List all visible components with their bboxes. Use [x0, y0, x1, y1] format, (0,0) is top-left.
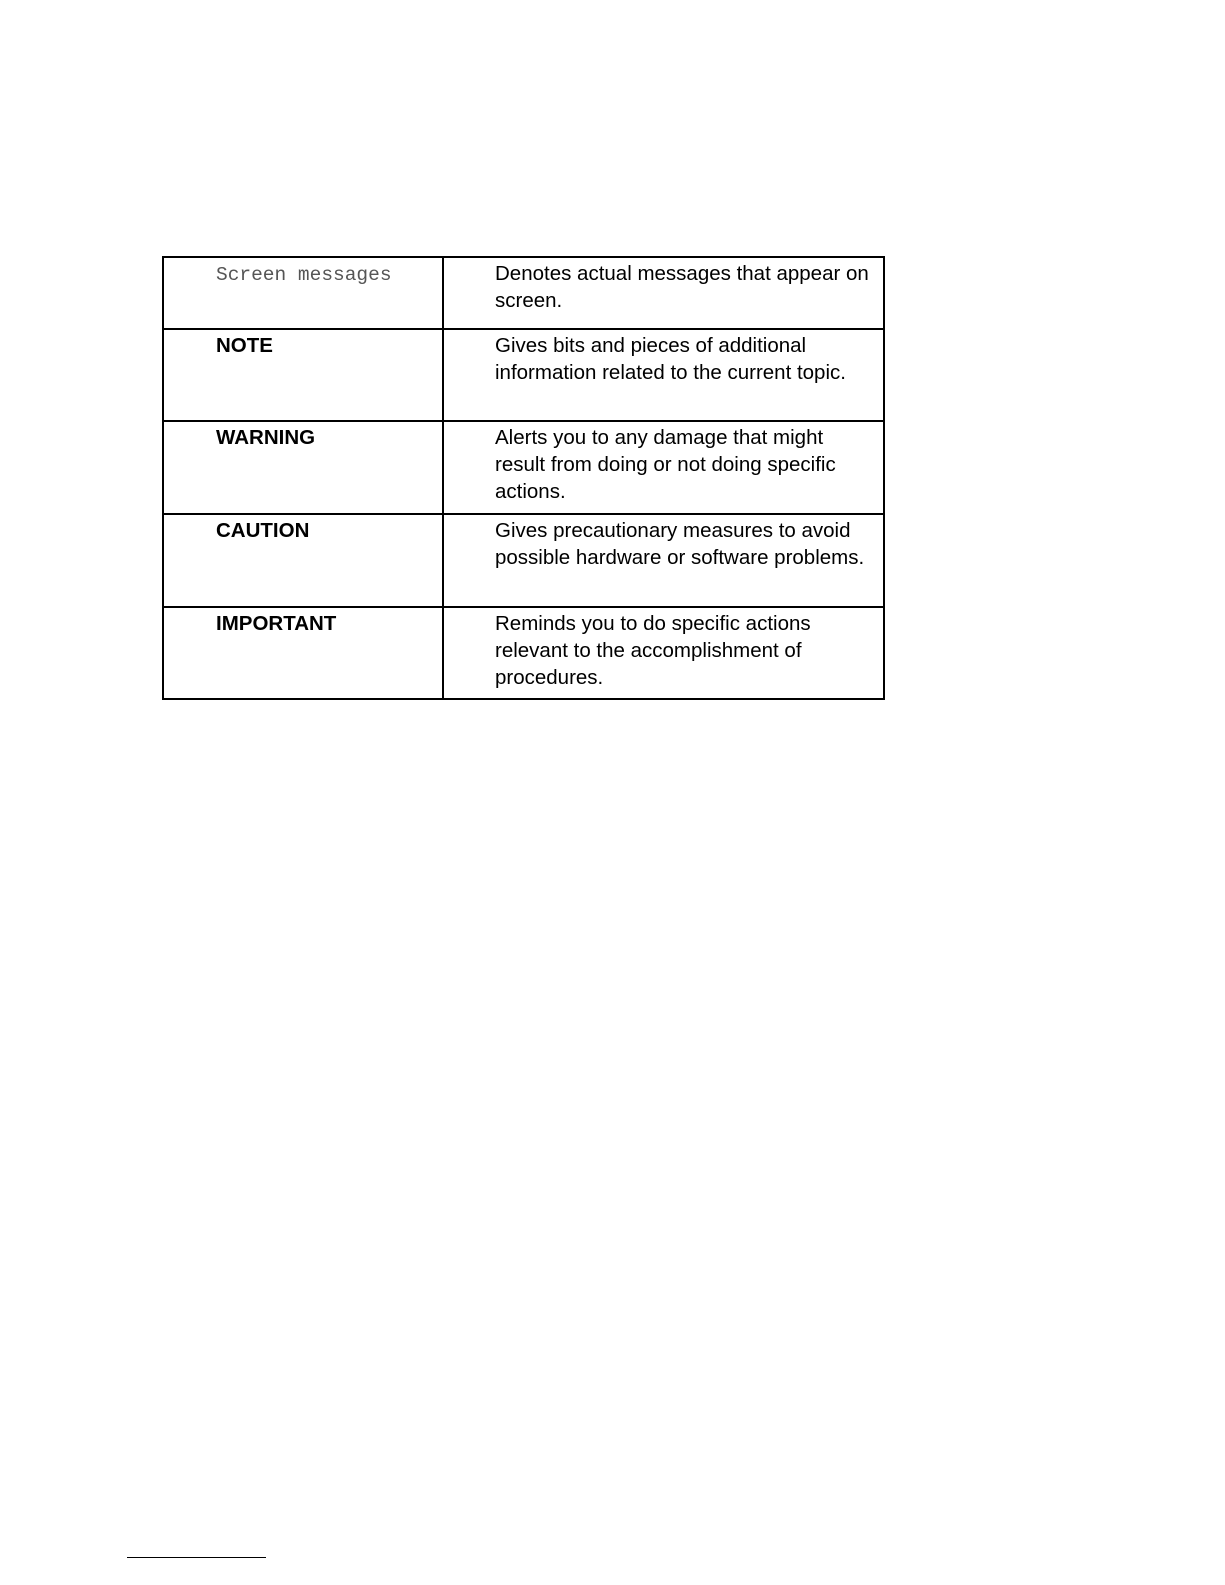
term-cell: [163, 257, 443, 329]
footnote-separator: [127, 1557, 266, 1558]
table-row: [163, 257, 884, 329]
conventions-table: [162, 256, 885, 700]
term-cell: [163, 514, 443, 607]
description-cell: Alerts you to any damage that might result from doing or not doing specific actions.: [443, 421, 884, 514]
term-important: IMPORTANT: [216, 612, 337, 635]
term-cell: [163, 607, 443, 699]
table-row: [163, 607, 884, 699]
term-screen-messages: Screen messages: [216, 264, 392, 286]
term-warning: WARNING: [216, 426, 316, 449]
description-cell: Reminds you to do specific actions relevant to the accomplishment of procedures.: [443, 607, 884, 699]
term-note: NOTE: [216, 334, 273, 357]
table-row: [163, 421, 884, 514]
term-cell: [163, 421, 443, 514]
description-cell: Gives precautionary measures to avoid possible hardware or software problems.: [443, 514, 884, 607]
table-row: [163, 329, 884, 421]
description-cell: Gives bits and pieces of additional information related to the current topic.: [443, 329, 884, 421]
term-caution: CAUTION: [216, 519, 310, 542]
description-cell: Denotes actual messages that appear on screen.: [443, 257, 884, 329]
table-row: [163, 514, 884, 607]
term-cell: [163, 329, 443, 421]
